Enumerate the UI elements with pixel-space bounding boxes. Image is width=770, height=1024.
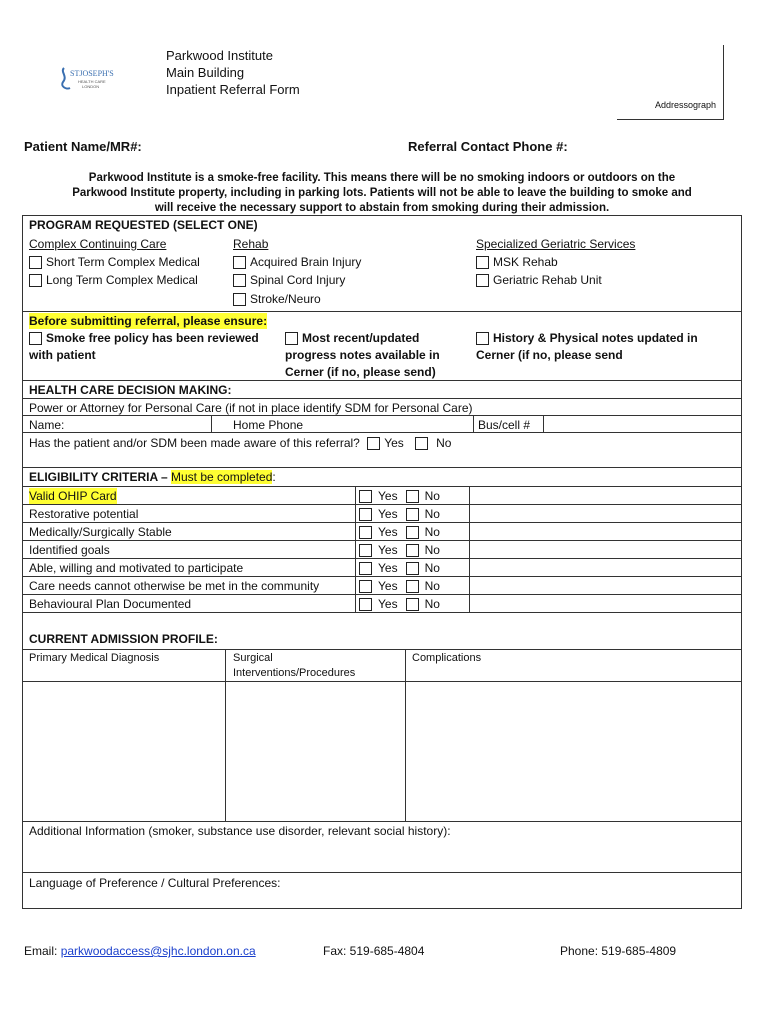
option-label: Short Term Complex Medical bbox=[46, 255, 200, 269]
no-checkbox[interactable] bbox=[406, 508, 419, 521]
bus-cell-label: Bus/cell # bbox=[478, 418, 531, 432]
option-long-term[interactable] bbox=[29, 272, 198, 288]
yes-checkbox[interactable] bbox=[359, 490, 372, 503]
check-label-cont: Cerner (if no, please send) bbox=[285, 365, 436, 379]
option-stroke[interactable] bbox=[233, 291, 321, 307]
criteria-row: Able, willing and motivated to participate bbox=[29, 561, 244, 575]
no-label: No bbox=[424, 543, 440, 557]
no-checkbox[interactable] bbox=[406, 598, 419, 611]
rehab-heading: Rehab bbox=[233, 237, 269, 251]
aware-no-checkbox[interactable] bbox=[415, 437, 428, 450]
yes-no-pair bbox=[359, 578, 440, 594]
option-label: Long Term Complex Medical bbox=[46, 273, 198, 287]
surgical-header: Surgical bbox=[233, 652, 273, 664]
no-label: No bbox=[424, 489, 440, 503]
divider bbox=[23, 486, 741, 487]
email-link[interactable]: parkwoodaccess@sjhc.london.on.ca bbox=[60, 944, 256, 958]
divider bbox=[211, 415, 212, 432]
no-label: No bbox=[436, 436, 452, 450]
check-label: Smoke free policy has been reviewed bbox=[46, 331, 259, 345]
yes-label: Yes bbox=[384, 436, 404, 450]
no-label: No bbox=[424, 525, 440, 539]
yes-checkbox[interactable] bbox=[359, 508, 372, 521]
divider bbox=[23, 311, 741, 312]
option-label: Acquired Brain Injury bbox=[250, 255, 362, 269]
home-phone-label: Home Phone bbox=[233, 418, 304, 432]
divider bbox=[543, 415, 544, 432]
eligibility-title-c: : bbox=[272, 470, 276, 484]
aware-label: Has the patient and/or SDM been made aware of this referral? bbox=[29, 436, 360, 450]
surgical-header-cont: Interventions/Procedures bbox=[233, 667, 356, 679]
divider bbox=[23, 467, 741, 468]
checkbox[interactable] bbox=[233, 293, 246, 306]
yes-label: Yes bbox=[378, 543, 398, 557]
patient-name-label: Patient Name/MR#: bbox=[24, 139, 142, 154]
eligibility-title-b: Must be completed bbox=[171, 470, 273, 484]
complications-field[interactable] bbox=[406, 682, 740, 820]
divider bbox=[23, 558, 741, 559]
yes-checkbox[interactable] bbox=[359, 598, 372, 611]
divider bbox=[23, 432, 741, 433]
email-label: Email: bbox=[24, 944, 58, 958]
divider bbox=[23, 612, 741, 613]
notice-line1: Parkwood Institute is a smoke-free facility. This means there will be no smoking indoors or outdoors on the bbox=[88, 172, 676, 184]
header-line3: Inpatient Referral Form bbox=[166, 82, 300, 97]
criteria-row: Valid OHIP Card bbox=[29, 489, 117, 503]
divider bbox=[23, 872, 741, 873]
checkbox[interactable] bbox=[476, 274, 489, 287]
no-checkbox[interactable] bbox=[406, 544, 419, 557]
divider bbox=[23, 522, 741, 523]
footer-email bbox=[24, 944, 256, 958]
yes-checkbox[interactable] bbox=[359, 580, 372, 593]
yes-no-pair bbox=[359, 560, 440, 576]
no-checkbox[interactable] bbox=[406, 490, 419, 503]
no-checkbox[interactable] bbox=[406, 526, 419, 539]
divider bbox=[23, 504, 741, 505]
yes-label: Yes bbox=[378, 579, 398, 593]
option-abi[interactable] bbox=[233, 254, 361, 270]
hcdm-title: HEALTH CARE DECISION MAKING: bbox=[29, 383, 232, 397]
divider bbox=[355, 486, 356, 612]
checkbox[interactable] bbox=[29, 332, 42, 345]
divider bbox=[23, 649, 741, 650]
header-line1: Parkwood Institute bbox=[166, 48, 273, 63]
surgical-field[interactable] bbox=[226, 682, 404, 820]
divider bbox=[473, 415, 474, 432]
notice-line2: Parkwood Institute property, including in parking lots. Patients will not be able to leave the building to smoke and bbox=[72, 187, 692, 199]
geri-heading: Specialized Geriatric Services bbox=[476, 237, 636, 251]
option-sci[interactable] bbox=[233, 272, 345, 288]
divider bbox=[469, 486, 470, 612]
yes-no-pair bbox=[359, 542, 440, 558]
checkbox[interactable] bbox=[233, 274, 246, 287]
divider bbox=[23, 821, 741, 822]
referral-form-table bbox=[22, 215, 742, 909]
yes-label: Yes bbox=[378, 489, 398, 503]
yes-checkbox[interactable] bbox=[359, 544, 372, 557]
divider bbox=[23, 576, 741, 577]
svg-text:HEALTH CARE: HEALTH CARE bbox=[78, 79, 106, 84]
smoke-free-notice bbox=[22, 171, 742, 216]
criteria-row: Identified goals bbox=[29, 543, 110, 557]
option-short-term[interactable] bbox=[29, 254, 200, 270]
yes-no-pair bbox=[359, 488, 440, 504]
no-label: No bbox=[424, 561, 440, 575]
footer-phone: Phone: 519-685-4809 bbox=[560, 944, 677, 958]
option-msk[interactable] bbox=[476, 254, 558, 270]
svg-text:LONDON: LONDON bbox=[82, 84, 100, 89]
smoke-policy-check[interactable] bbox=[29, 330, 259, 346]
no-checkbox[interactable] bbox=[406, 562, 419, 575]
header-line2: Main Building bbox=[166, 65, 245, 80]
checkbox[interactable] bbox=[233, 256, 246, 269]
yes-no-pair bbox=[359, 506, 440, 522]
option-label: Spinal Cord Injury bbox=[250, 273, 346, 287]
no-checkbox[interactable] bbox=[406, 580, 419, 593]
divider bbox=[23, 594, 741, 595]
ccc-heading: Complex Continuing Care bbox=[29, 237, 167, 251]
checkbox[interactable] bbox=[285, 332, 298, 345]
criteria-row: Care needs cannot otherwise be met in the community bbox=[29, 579, 320, 593]
checkbox[interactable] bbox=[29, 256, 42, 269]
criteria-row: Medically/Surgically Stable bbox=[29, 525, 172, 539]
yes-label: Yes bbox=[378, 561, 398, 575]
yes-checkbox[interactable] bbox=[359, 526, 372, 539]
no-label: No bbox=[424, 507, 440, 521]
notice-line3: will receive the necessary support to abstain from smoking during their admission. bbox=[154, 202, 610, 214]
divider bbox=[23, 380, 741, 381]
aware-question bbox=[29, 435, 451, 451]
poa-text: Power or Attorney for Personal Care (if not in place identify SDM for Personal Care) bbox=[29, 401, 473, 415]
svg-text:STJOSEPH'S: STJOSEPH'S bbox=[70, 69, 114, 78]
addressograph-label: Addressograph bbox=[655, 100, 717, 110]
divider bbox=[23, 540, 741, 541]
referral-phone-label: Referral Contact Phone #: bbox=[408, 139, 568, 154]
option-label: MSK Rehab bbox=[493, 255, 558, 269]
eligibility-title bbox=[29, 469, 276, 485]
before-submit-title: Before submitting referral, please ensure: bbox=[29, 314, 268, 328]
admission-title: CURRENT ADMISSION PROFILE: bbox=[29, 632, 218, 646]
logo-graphic bbox=[58, 62, 114, 94]
yes-no-pair bbox=[359, 596, 440, 612]
program-title: PROGRAM REQUESTED (SELECT ONE) bbox=[29, 218, 258, 232]
complications-header: Complications bbox=[412, 652, 482, 664]
option-label: Geriatric Rehab Unit bbox=[493, 273, 602, 287]
divider bbox=[23, 398, 741, 399]
yes-no-pair bbox=[359, 524, 440, 540]
check-label-cont: progress notes available in bbox=[285, 348, 440, 362]
aware-yes-checkbox[interactable] bbox=[367, 437, 380, 450]
check-label-cont: with patient bbox=[29, 348, 96, 362]
yes-label: Yes bbox=[378, 507, 398, 521]
option-gru[interactable] bbox=[476, 272, 602, 288]
check-label: Most recent/updated bbox=[302, 331, 420, 345]
history-physical-check[interactable] bbox=[476, 330, 698, 346]
logo bbox=[58, 62, 114, 94]
option-label: Stroke/Neuro bbox=[250, 292, 321, 306]
no-label: No bbox=[424, 597, 440, 611]
yes-label: Yes bbox=[378, 525, 398, 539]
no-label: No bbox=[424, 579, 440, 593]
progress-notes-check[interactable] bbox=[285, 330, 419, 346]
criteria-row: Restorative potential bbox=[29, 507, 139, 521]
checkbox[interactable] bbox=[29, 274, 42, 287]
checkbox[interactable] bbox=[476, 256, 489, 269]
criteria-row: Behavioural Plan Documented bbox=[29, 597, 192, 611]
primary-diagnosis-field[interactable] bbox=[24, 682, 224, 820]
check-label: History & Physical notes updated in bbox=[493, 331, 698, 345]
yes-checkbox[interactable] bbox=[359, 562, 372, 575]
eligibility-title-a: ELIGIBILITY CRITERIA – bbox=[29, 470, 172, 484]
additional-info-label: Additional Information (smoker, substance use disorder, relevant social history): bbox=[29, 824, 451, 838]
header-title-block bbox=[166, 47, 300, 98]
name-label: Name: bbox=[29, 418, 65, 432]
footer-fax: Fax: 519-685-4804 bbox=[323, 944, 425, 958]
yes-label: Yes bbox=[378, 597, 398, 611]
check-label-cont: Cerner (if no, please send bbox=[476, 348, 623, 362]
language-label: Language of Preference / Cultural Preferences: bbox=[29, 876, 281, 890]
primary-diagnosis-header: Primary Medical Diagnosis bbox=[29, 652, 160, 664]
checkbox[interactable] bbox=[476, 332, 489, 345]
